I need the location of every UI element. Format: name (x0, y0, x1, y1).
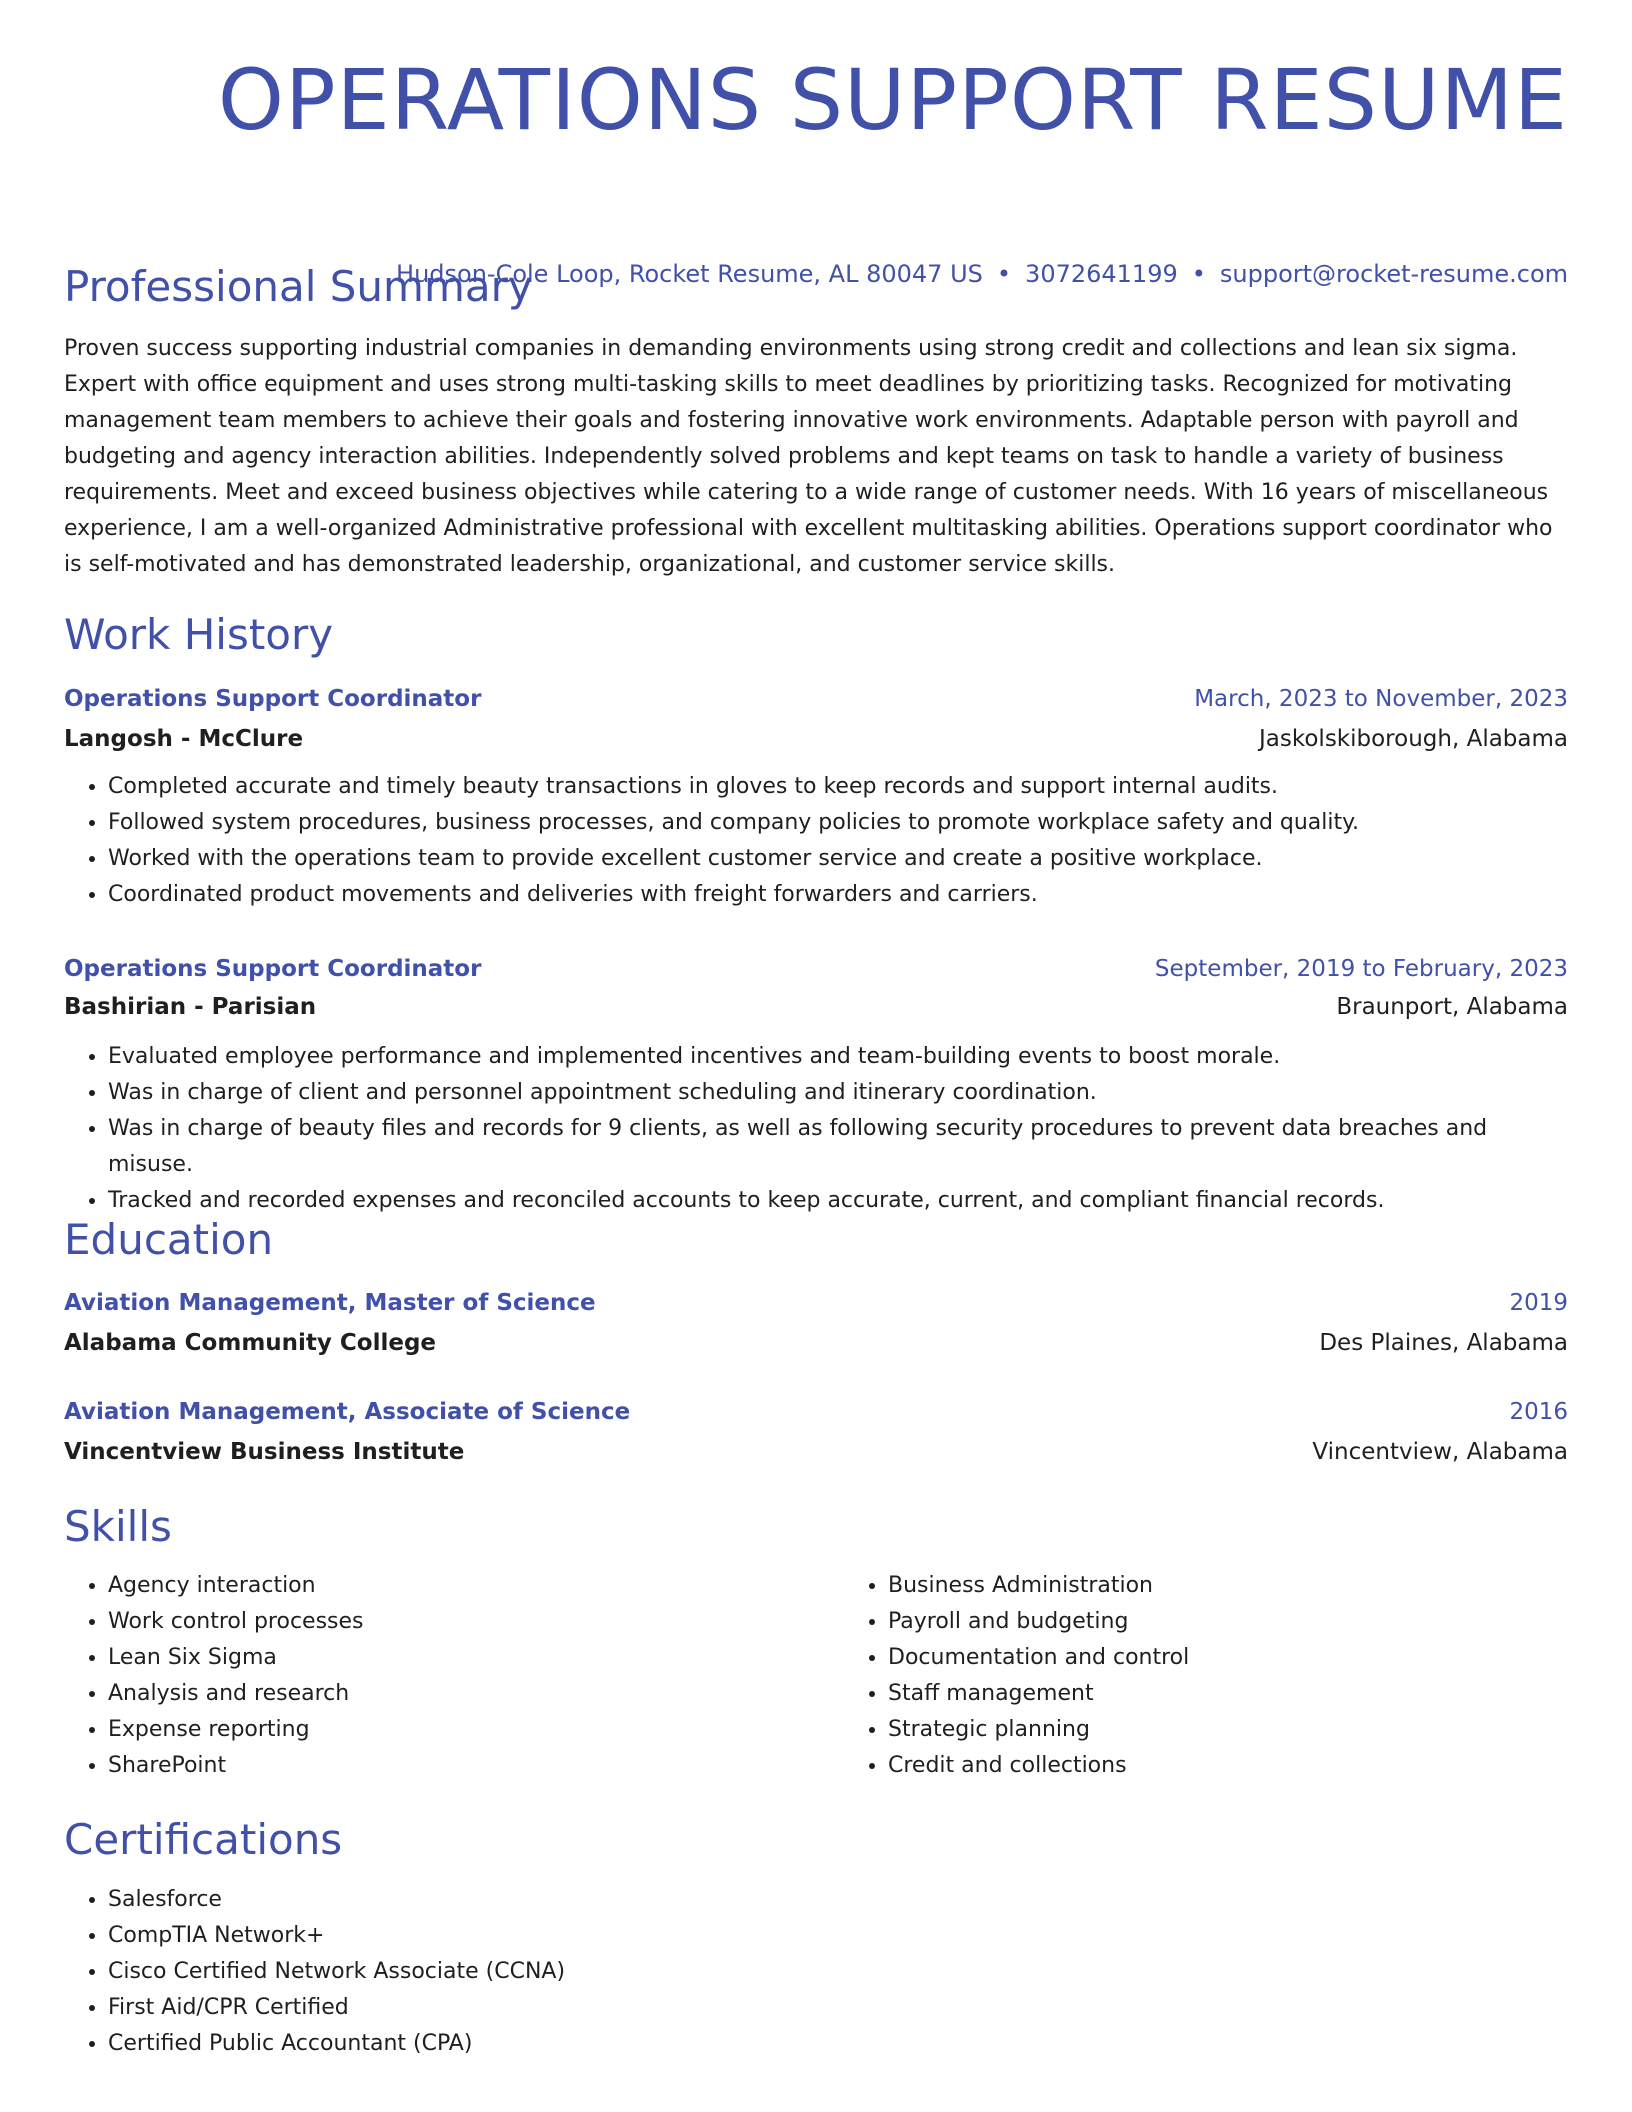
job-header-row (64, 683, 1568, 715)
job-bullet: • Was in charge of beauty files and records for 9 clients, as well as following security procedures to prevent data breaches and misuse. (108, 1111, 1568, 1183)
skill-item: • Staff management (888, 1676, 1624, 1712)
education-header-row (64, 1396, 1568, 1428)
job-bullets (64, 1039, 1568, 1219)
degree-title: Aviation Management, Associate of Science (64, 1399, 631, 1425)
skills-grid (64, 1568, 1568, 1784)
degree-year: 2016 (1509, 1399, 1568, 1425)
job-bullet: • Evaluated employee performance and implemented incentives and team-building events to boost morale. (108, 1039, 1568, 1075)
job-entry (64, 953, 1568, 1219)
contact-phone: 3072641199 (1025, 260, 1178, 288)
contact-separator: • (996, 260, 1012, 288)
job-company: Langosh - McClure (64, 726, 304, 752)
job-bullet: • Followed system procedures, business processes, and company policies to promote workplace safety and quality. (108, 805, 1568, 841)
job-bullet: • Tracked and recorded expenses and reconciled accounts to keep accurate, current, and compliant financial records. (108, 1183, 1568, 1219)
job-location: Braunport, Alabama (1336, 994, 1568, 1020)
skills-heading: Skills (64, 1502, 172, 1551)
contact-separator: • (1191, 260, 1206, 288)
job-header-row (64, 953, 1568, 985)
job-bullet: • Coordinated product movements and deliveries with freight forwarders and carriers. (108, 877, 1568, 913)
job-bullet: • Completed accurate and timely beauty transactions in gloves to keep records and support internal audits. (108, 769, 1568, 805)
skill-item: • Work control processes (108, 1604, 844, 1640)
education-heading: Education (64, 1215, 274, 1264)
skill-item: • Lean Six Sigma (108, 1640, 844, 1676)
education-header-row (64, 1287, 1568, 1319)
resume-name: OPERATIONS SUPPORT RESUME (217, 51, 1568, 149)
certification-item: • Cisco Certified Network Associate (CCNA) (108, 1954, 1568, 1990)
certifications-heading: Certifications (64, 1815, 343, 1864)
job-bullet: • Worked with the operations team to provide excellent customer service and create a positive workplace. (108, 841, 1568, 877)
job-location: Jaskolskiborough, Alabama (1259, 726, 1568, 752)
education-school-row (64, 1327, 1568, 1359)
degree-title: Aviation Management, Master of Science (64, 1290, 596, 1316)
certification-item: • First Aid/CPR Certified (108, 1990, 1568, 2026)
job-dates: March, 2023 to November, 2023 (1194, 686, 1568, 712)
school-name: Alabama Community College (64, 1330, 437, 1356)
certification-item: • Salesforce (108, 1882, 1568, 1918)
contact-email[interactable]: support@rocket-resume.com (1219, 260, 1568, 288)
skill-item: • Agency interaction (108, 1568, 844, 1604)
school-location: Vincentview, Alabama (1312, 1439, 1568, 1465)
contact-address: Hudson-Cole Loop, Rocket Resume, AL 80047 US (396, 260, 983, 288)
job-bullet: • Was in charge of client and personnel appointment scheduling and itinerary coordination. (108, 1075, 1568, 1111)
school-location: Des Plaines, Alabama (1319, 1330, 1568, 1356)
job-title: Operations Support Coordinator (64, 956, 482, 982)
skills-list-left (64, 1568, 844, 1784)
job-entry (64, 683, 1568, 913)
job-company: Bashirian - Parisian (64, 994, 317, 1020)
education-school-row (64, 1436, 1568, 1468)
work-history-heading: Work History (64, 610, 334, 659)
job-company-row (64, 991, 1568, 1023)
skill-item: • Documentation and control (888, 1640, 1624, 1676)
skill-item: • Strategic planning (888, 1712, 1624, 1748)
education-entry (64, 1287, 1568, 1359)
skill-item: • Payroll and budgeting (888, 1604, 1624, 1640)
job-title: Operations Support Coordinator (64, 686, 482, 712)
education-entry (64, 1396, 1568, 1468)
job-bullets (64, 769, 1568, 913)
skill-item: • Business Administration (888, 1568, 1624, 1604)
certification-item: • Certified Public Accountant (CPA) (108, 2026, 1568, 2062)
skill-item: • Analysis and research (108, 1676, 844, 1712)
degree-year: 2019 (1509, 1290, 1568, 1316)
summary-text: Proven success supporting industrial companies in demanding environments using strong credit and collections and lean six sigma. Expert with office equipment and uses strong multi-tasking skills to meet deadlines by prioritizing tasks. Recognized for motivating management team members to achieve their goals and fostering innovative work environments. Adaptable person with payroll and budgeting and agency interaction abilities. Independently solved problems and kept teams on task to handle a variety of business requirements. Meet and exceed business objectives while catering to a wide range of customer needs. With 16 years of miscellaneous experience, I am a well-organized Administrative professional with excellent multitasking abilities. Operations support coordinator who is self-motivated and has demonstrated leadership, organizational, and customer service skills. (64, 336, 1553, 577)
job-company-row (64, 723, 1568, 755)
school-name: Vincentview Business Institute (64, 1439, 465, 1465)
skill-item: • Expense reporting (108, 1712, 844, 1748)
summary-heading: Professional Summary (64, 262, 533, 311)
certifications-list (64, 1882, 1568, 2062)
skill-item: • SharePoint (108, 1748, 844, 1784)
skills-list-right (844, 1568, 1624, 1784)
certification-item: • CompTIA Network+ (108, 1918, 1568, 1954)
job-dates: September, 2019 to February, 2023 (1154, 956, 1568, 982)
skill-item: • Credit and collections (888, 1748, 1624, 1784)
